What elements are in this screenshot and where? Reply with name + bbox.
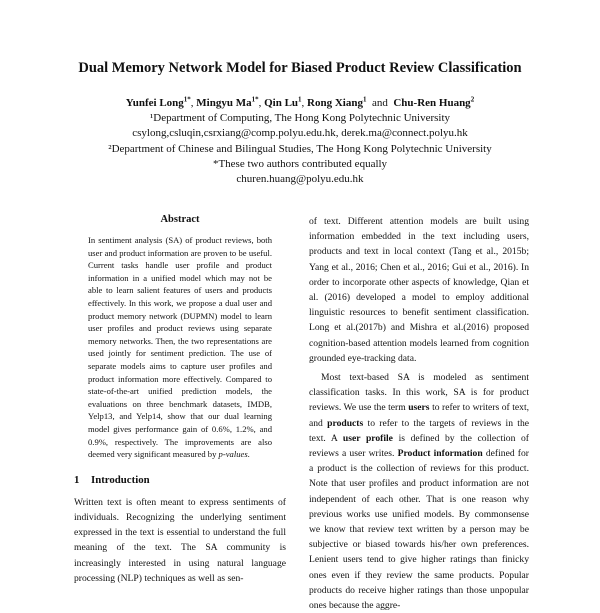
email-line: csylong,csluqin,csrxiang@comp.polyu.edu.hk, derek.ma@connect.polyu.hk (132, 127, 468, 140)
author-name: Qin Lu (264, 97, 299, 109)
abstract-text: In sentiment analysis (SA) of product reviews, both user and product information are proven to be useful. Current tasks handle user profile and product information in a unified model which may not be able to learn salient features of users and products effectively. In this work, we propose a dual user and product memory network (DUPMN) model to learn user profiles and product reviews using separate memory networks. Then, the two representations are used jointly for sentiment prediction. The use of separate models aims to capture user profiles and product information more effectively. Compared to state-of-the-art unified prediction models, the evaluations on three benchmark datasets, IMDB, Yelp13, and Yelp14, show that our dual learning model gives performance gain of 0.6%, 1.2%, and 0.9%, respectively. The improvements are also deemed very significant measured by p-values. (88, 235, 272, 460)
author-sup: 1* (251, 95, 259, 104)
intro-paragraph: Written text is often meant to express sentiments of individuals. Recognizing the underlying sentiment expressed in the text is essential to understand the full meaning of the text. The SA community is increasingly interested in using natural language processing (NLP) techniques as well as sen- (74, 496, 286, 584)
keyword: user profile (342, 432, 393, 444)
abstract-heading: Abstract (160, 214, 200, 225)
author-sup: 1* (183, 95, 191, 104)
author-block (0, 96, 600, 187)
body-paragraph: Most text-based SA is modeled as sentiment classification tasks. In this work, SA is for product reviews. We use the term users to refer to writers of text, and products to refer to the targets of reviews in the text. A user profile is defined by the collection of reviews a user writes. Product information defined for a product is the collection of reviews for this product. Note that user profiles and product information are not independent of each other. That is one reason why previous works use unified models. By commonsense we know that review text written by a person may be subjective or biased towards his/her own preferences. Lenient users tend to give higher ratings than finicky ones even if they review the same products. Popular products do receive higher ratings than those unpopular ones because the aggre- (309, 372, 530, 612)
author-sup: 2 (470, 95, 475, 104)
section-heading-introduction (74, 474, 286, 486)
author-name: Mingyu Ma (196, 97, 252, 109)
author-name: Rong Xiang (307, 97, 363, 109)
author-name: Chu-Ren Huang (393, 97, 471, 109)
right-column (309, 214, 529, 613)
section-title: Introduction (91, 473, 150, 486)
author-sup: 1 (298, 95, 302, 104)
left-column (74, 214, 286, 586)
keyword: Product information (397, 448, 483, 460)
affiliation-line: ²Department of Chinese and Bilingual Studies, The Hong Kong Polytechnic University (108, 142, 492, 155)
email-line: churen.huang@polyu.edu.hk (236, 173, 364, 186)
keyword: users (408, 402, 430, 414)
paper-title: Dual Memory Network Model for Biased Product Review Classification (78, 60, 522, 76)
equal-contribution-note: *These two authors contributed equally (212, 157, 388, 170)
author-sup: 1 (362, 95, 367, 104)
affiliation-line: ¹Department of Computing, The Hong Kong Polytechnic University (149, 112, 451, 125)
section-number: 1 (74, 473, 80, 486)
abstract-italic: p-values (218, 449, 248, 460)
author-names: Yunfei Long$^{1*}$, Mingyu $Ma^{1*}$, Qin Lu$^1$, Rong Xiang$^1$ and Chu-Ren Huang$^2$ (125, 95, 475, 109)
keyword: products (327, 417, 364, 429)
author-name: Yunfei Long (125, 97, 184, 109)
body-paragraph: of text. Different attention models are built using information embedded in the text including users, products and text in local context (Tang et al., 2015b; Yang et al., 2016; Chen et al., 2016; Gui et al., 2016). In order to incorporate other aspects of knowledge, Qian et al. (2016) developed a model to employ additional linguistic resources to benefit sentiment classification. Long et al.(2017b) and Mishra et al.(2016) proposed cognition-based attention models learned from cognition grounded eye-tracking data. (309, 216, 529, 364)
